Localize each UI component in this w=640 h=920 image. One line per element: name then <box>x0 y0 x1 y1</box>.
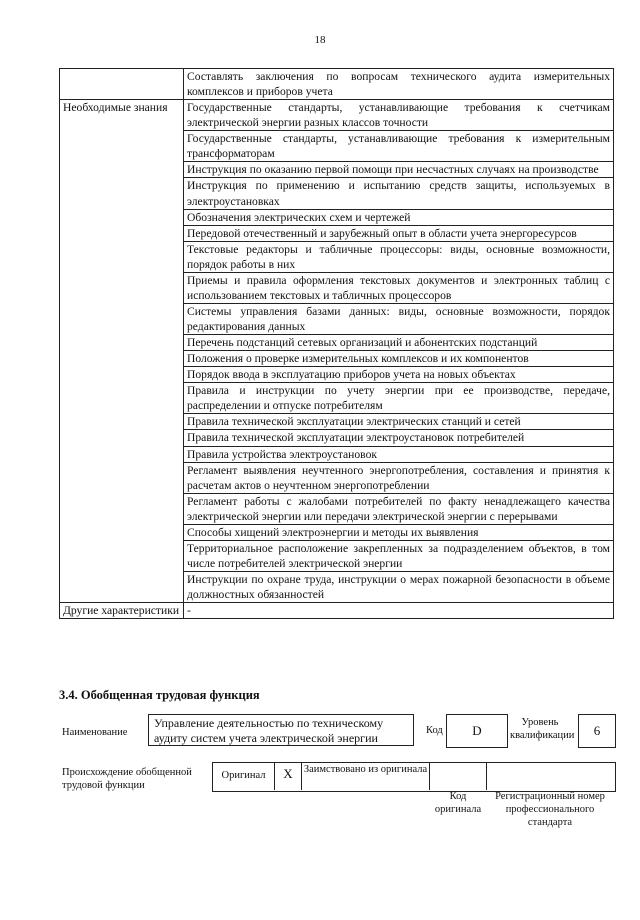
divider <box>429 762 430 790</box>
original-mark: X <box>283 766 293 781</box>
divider <box>301 762 302 790</box>
knowledge-item: Системы управления базами данных: виды, основные возможности, порядок редактирования данных <box>184 303 614 334</box>
knowledge-item: Передовой отечественный и зарубежный опыт в области учета энергоресурсов <box>184 225 614 241</box>
knowledge-item: Правила технической эксплуатации электрических станций и сетей <box>184 414 614 430</box>
table-row <box>60 100 614 131</box>
knowledge-item: Обозначения электрических схем и чертежей <box>184 209 614 225</box>
knowledge-item: Положения о проверке измерительных комплексов и их компонентов <box>184 351 614 367</box>
knowledge-item: Территориальное расположение закрепленных за подразделением объектов, в том числе потребителей электрической энергии <box>184 540 614 571</box>
knowledge-item: Инструкция по применению и испытанию средств защиты, используемых в электроустановках <box>184 178 614 209</box>
level-value-box: 6 <box>578 714 616 748</box>
registration-number-caption: Регистрационный номер профессионального стандарта <box>495 791 605 828</box>
knowledge-item: Перечень подстанций сетевых организаций и абонентских подстанций <box>184 335 614 351</box>
knowledge-item: Регламент работы с жалобами потребителей по факту ненадлежащего качества электрической энергии или передачи электрической энергии с перерывами <box>184 493 614 524</box>
borrowed-label: Заимствовано из оригинала <box>303 764 428 775</box>
knowledge-item: Правила технической эксплуатации электроустановок потребителей <box>184 430 614 446</box>
knowledge-item: Правила устройства электроустановок <box>184 446 614 462</box>
code-value-box: D <box>446 714 508 748</box>
code-label: Код <box>426 725 443 736</box>
empty-cell <box>60 69 184 100</box>
knowledge-item: Инструкция по оказанию первой помощи при несчастных случаях на производстве <box>184 162 614 178</box>
knowledge-item: Способы хищений электроэнергии и методы их выявления <box>184 524 614 540</box>
knowledge-item: Государственные стандарты, устанавливающие требования к счетчикам электрической энергии разных классов точности <box>184 100 614 131</box>
divider <box>486 762 487 790</box>
section-title: 3.4. Обобщенная трудовая функция <box>59 688 260 702</box>
row-label: Другие характеристики <box>60 603 184 619</box>
level-label: Уровень квалификации <box>510 717 575 741</box>
function-name-box: Управление деятельностью по техническому аудиту систем учета электрической энергии <box>148 714 414 746</box>
knowledge-item: Порядок ввода в эксплуатацию приборов учета на новых объектах <box>184 367 614 383</box>
page-number: 18 <box>314 34 326 46</box>
knowledge-item: Государственные стандарты, устанавливающие требования к измерительным трансформаторам <box>184 131 614 162</box>
original-label: Оригинал <box>221 770 266 781</box>
table-cell: Составлять заключения по вопросам технического аудита измерительных комплексов и приборов учета <box>184 69 614 100</box>
name-label: Наименование <box>62 727 128 738</box>
table-row <box>60 69 614 100</box>
table-cell: - <box>184 603 614 619</box>
original-code-caption: Код оригинала <box>434 791 482 815</box>
knowledge-table <box>59 68 614 619</box>
row-label: Необходимые знания <box>60 100 184 603</box>
knowledge-item: Регламент выявления неучтенного энергопотребления, составления и принятия к расчетам актов о неучтенном энергопотреблении <box>184 462 614 493</box>
origin-label: Происхождение обобщенной трудовой функции <box>62 767 192 791</box>
knowledge-item: Инструкции по охране труда, инструкции о мерах пожарной безопасности в объеме должностных обязанностей <box>184 572 614 603</box>
knowledge-item: Правила и инструкции по учету энергии при ее производстве, передаче, распределении и отпуске потребителям <box>184 383 614 414</box>
knowledge-item: Текстовые редакторы и табличные процессоры: виды, основные возможности, порядок работы в них <box>184 241 614 272</box>
table-row <box>60 603 614 619</box>
knowledge-item: Приемы и правила оформления текстовых документов и электронных таблиц с использованием текстовых и табличных процессоров <box>184 272 614 303</box>
